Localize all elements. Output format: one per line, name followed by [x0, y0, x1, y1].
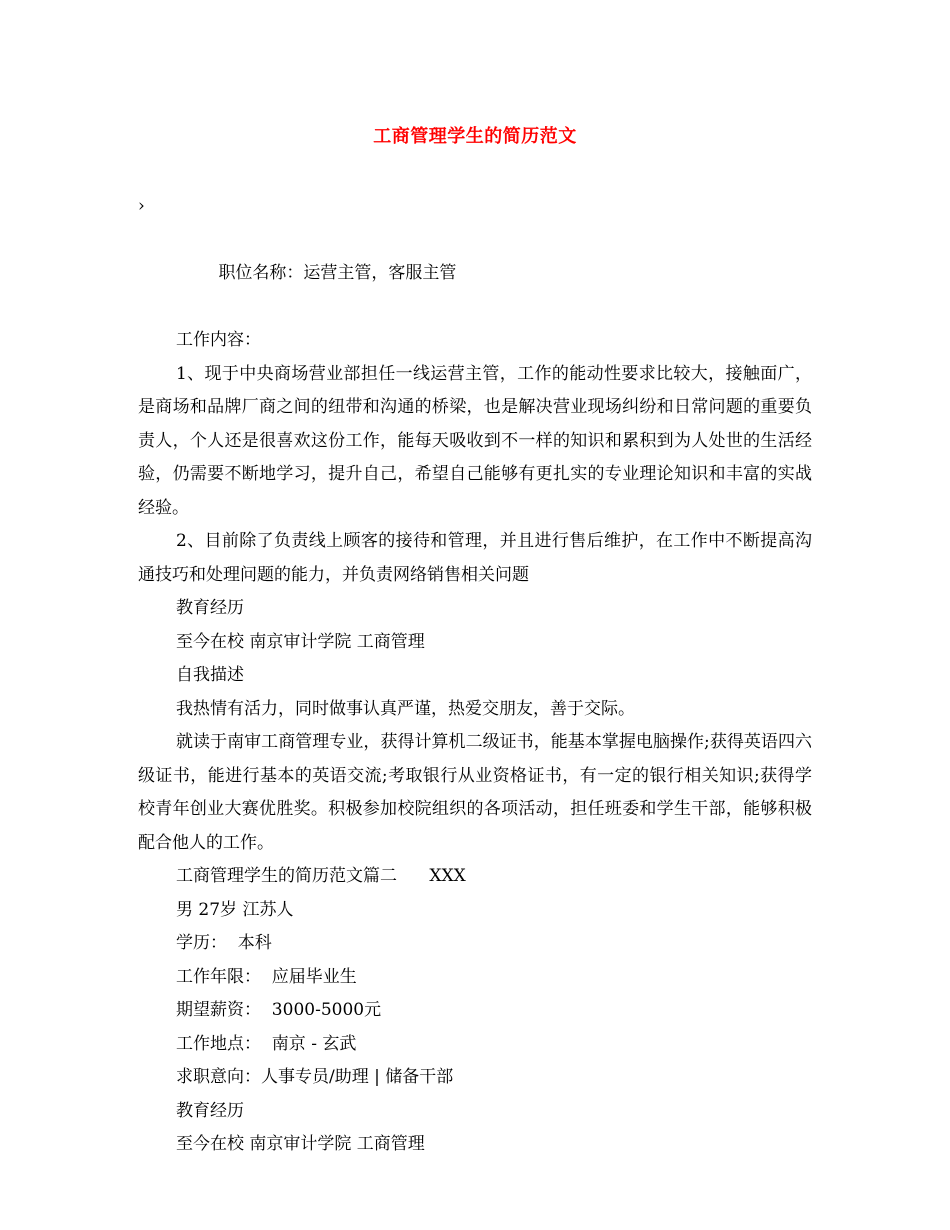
resume2-intent: 求职意向：人事专员/助理 | 储备干部 [176, 1067, 454, 1087]
education-line-1: 至今在校 南京审计学院 工商管理 [176, 631, 425, 652]
resume2-years: 工作年限： 应届毕业生 [176, 966, 357, 987]
bullet-icon: › [138, 196, 145, 216]
education-label-2: 教育经历 [176, 1100, 244, 1121]
resume2-salary: 期望薪资： 3000-5000元 [176, 1000, 382, 1020]
job-title-line [138, 190, 812, 324]
document-body [138, 190, 812, 1162]
self-desc-label: 自我描述 [176, 665, 244, 685]
education-line-2: 至今在校 南京审计学院 工商管理 [176, 1134, 425, 1154]
document-title: 工商管理学生的简历范文 [373, 126, 577, 147]
resume2-location: 工作地点： 南京 - 玄武 [176, 1033, 357, 1054]
education-label-1: 教育经历 [176, 598, 244, 618]
resume2-heading: 工商管理学生的简历范文篇二 XXX [176, 866, 466, 886]
work-item-1: 1、现于中央商场营业部担任一线运营主管，工作的能动性要求比较大，接触面广，是商场和品牌厂商之间的纽带和沟通的桥梁，也是解决营业现场纠纷和日常问题的重要负责人，个人还是很喜欢这份工作，能每天吸收到不一样的知识和累积到为人处世的生活经验，仍需要不断地学习，提升自己，希望自己能够有更扎实的专业理论知识和丰富的实战经验。 [138, 363, 812, 518]
job-title-text: 职位名称：运营主管，客服主管 [218, 263, 457, 283]
self-desc-para: 就读于南审工商管理专业，获得计算机二级证书，能基本掌握电脑操作;获得英语四六级证书，能进行基本的英语交流;考取银行从业资格证书，有一定的银行相关知识;获得学校青年创业大赛优胜奖。积极参加校院组织的各项活动，担任班委和学生干部，能够积极配合他人的工作。 [138, 732, 812, 853]
resume2-degree: 学历： 本科 [176, 933, 272, 953]
self-desc-line: 我热情有活力，同时做事认真严谨，热爱交朋友，善于交际。 [176, 698, 635, 719]
work-item-2: 2、目前除了负责线上顾客的接待和管理，并且进行售后维护，在工作中不断提高沟通技巧和处理问题的能力，并负责网络销售相关问题 [138, 531, 812, 585]
resume2-basic: 男 27岁 江苏人 [176, 899, 294, 920]
work-content-label: 工作内容： [176, 330, 261, 350]
